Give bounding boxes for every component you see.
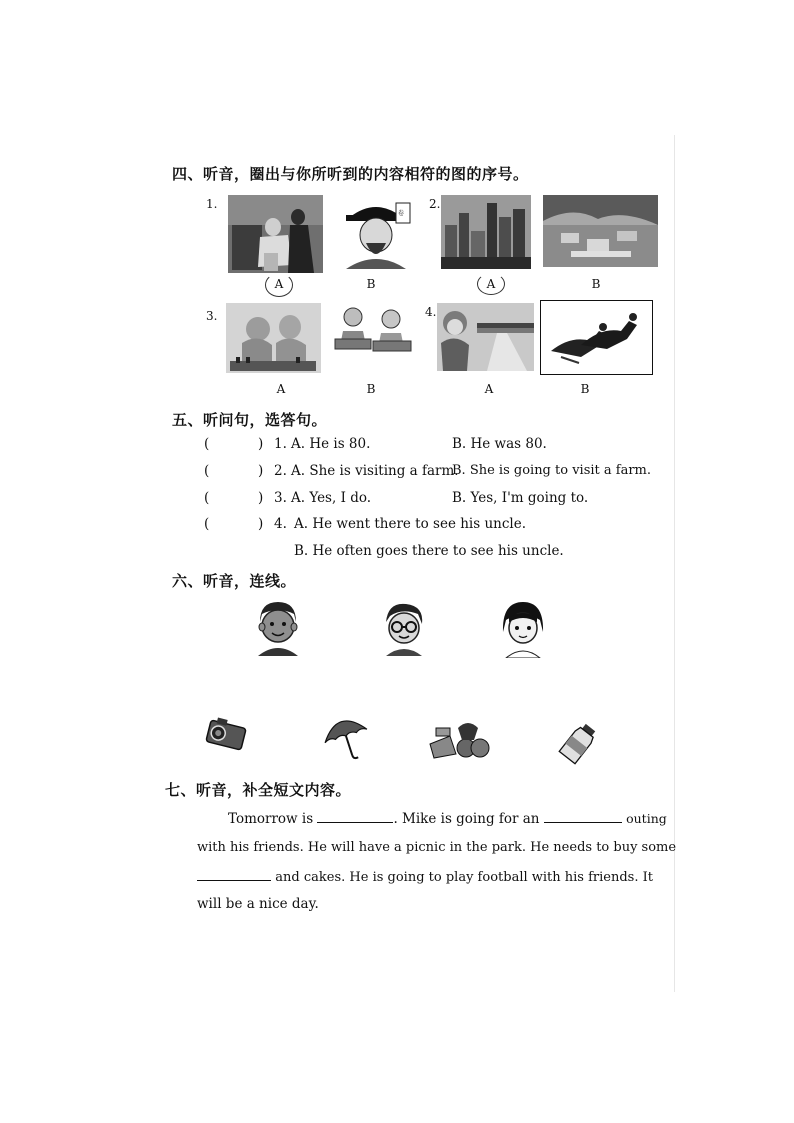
passage-line-4: will be a nice day. [197, 896, 319, 912]
q5-1-paren-close: ) [258, 436, 264, 452]
ancient-ruins-image [543, 195, 658, 267]
q1-picture-a[interactable] [228, 195, 323, 273]
q4-label-b: B [580, 382, 590, 396]
section7-heading: 七、听音，补全短文内容。 [165, 781, 352, 799]
blank-3-input[interactable] [197, 868, 271, 881]
camera-icon[interactable] [204, 716, 248, 754]
section6-heading: 六、听音，连线。 [172, 572, 297, 590]
boy-face-icon[interactable] [254, 600, 302, 656]
q4-number: 4. [425, 305, 437, 319]
girl-face-icon[interactable] [500, 600, 546, 658]
q4-picture-b[interactable] [540, 300, 653, 375]
q1-picture-b[interactable] [336, 195, 416, 269]
q4-picture-a[interactable] [437, 303, 534, 371]
q5-4-paren-close: ) [258, 516, 264, 532]
q3-number: 3. [206, 309, 218, 323]
passage-line-3 [197, 868, 653, 885]
q5-1-option-a[interactable]: A. He is 80. [291, 436, 371, 452]
q5-4-option-b[interactable]: B. He often goes there to see his uncle. [294, 543, 564, 559]
passage-line-2: with his friends. He will have a picnic in the park. He needs to buy some [197, 840, 677, 855]
passage-text: Tomorrow is [228, 811, 314, 827]
q5-2-option-a[interactable]: A. She is visiting a farm. [291, 463, 459, 479]
q5-4-number: 4. [274, 516, 287, 532]
blank-1-input[interactable] [317, 810, 393, 823]
q4-label-a: A [484, 382, 494, 396]
q5-3-option-b[interactable]: B. Yes, I'm going to. [452, 490, 589, 506]
q5-2-number: 2. [274, 463, 287, 479]
q5-2-paren-open: ( [204, 463, 210, 479]
q2-number: 2. [429, 197, 441, 211]
blank-2-input[interactable] [544, 810, 622, 823]
q1-label-a: A [274, 277, 284, 291]
passage-text: . Mike is going for an [393, 811, 540, 827]
q2-picture-a[interactable] [441, 195, 531, 269]
q3-label-a: A [276, 382, 286, 396]
q5-3-paren-close: ) [258, 490, 264, 506]
q1-number: 1. [206, 197, 218, 211]
food-icon[interactable] [428, 714, 494, 762]
q5-1-option-b[interactable]: B. He was 80. [452, 436, 547, 452]
q5-1-number: 1. [274, 436, 287, 452]
passage-text: and cakes. He is going to play football with his friends. It [275, 870, 653, 885]
q1-label-b: B [366, 277, 376, 291]
q5-2-option-b[interactable]: B. She is going to visit a farm. [452, 463, 652, 478]
passage-line-1 [228, 810, 667, 827]
q2-picture-b[interactable] [543, 195, 658, 267]
q5-4-paren-open: ( [204, 516, 210, 532]
section5-heading: 五、听问句，选答句。 [172, 411, 328, 429]
q2-label-a: A [486, 277, 496, 291]
speed-skaters-image [541, 301, 652, 374]
section4-heading: 四、听音，圈出与你所听到的内容相符的图的序号。 [172, 165, 529, 183]
water-bottle-icon[interactable] [556, 722, 602, 766]
passage-text: outing [626, 811, 667, 826]
students-at-desks-image [329, 303, 417, 355]
q5-3-paren-open: ( [204, 490, 210, 506]
boy-with-glasses-icon[interactable] [380, 602, 428, 656]
q5-2-paren-close: ) [258, 463, 264, 479]
q5-3-number: 3. [274, 490, 287, 506]
sign-glyph: 卷 [398, 210, 405, 217]
q5-1-paren-open: ( [204, 436, 210, 452]
q5-3-option-a[interactable]: A. Yes, I do. [291, 490, 372, 506]
painting-scene-image [228, 195, 323, 273]
q3-picture-a[interactable] [226, 303, 321, 373]
q2-label-b: B [591, 277, 601, 291]
umbrella-icon[interactable] [320, 710, 372, 764]
ancient-scholar-image [336, 195, 416, 269]
q5-4-option-a[interactable]: A. He went there to see his uncle. [294, 516, 527, 532]
chess-players-image [226, 303, 321, 373]
city-skyline-image [441, 195, 531, 269]
q3-label-b: B [366, 382, 376, 396]
q3-picture-b[interactable] [329, 303, 417, 355]
girl-and-bridge-image [437, 303, 534, 371]
